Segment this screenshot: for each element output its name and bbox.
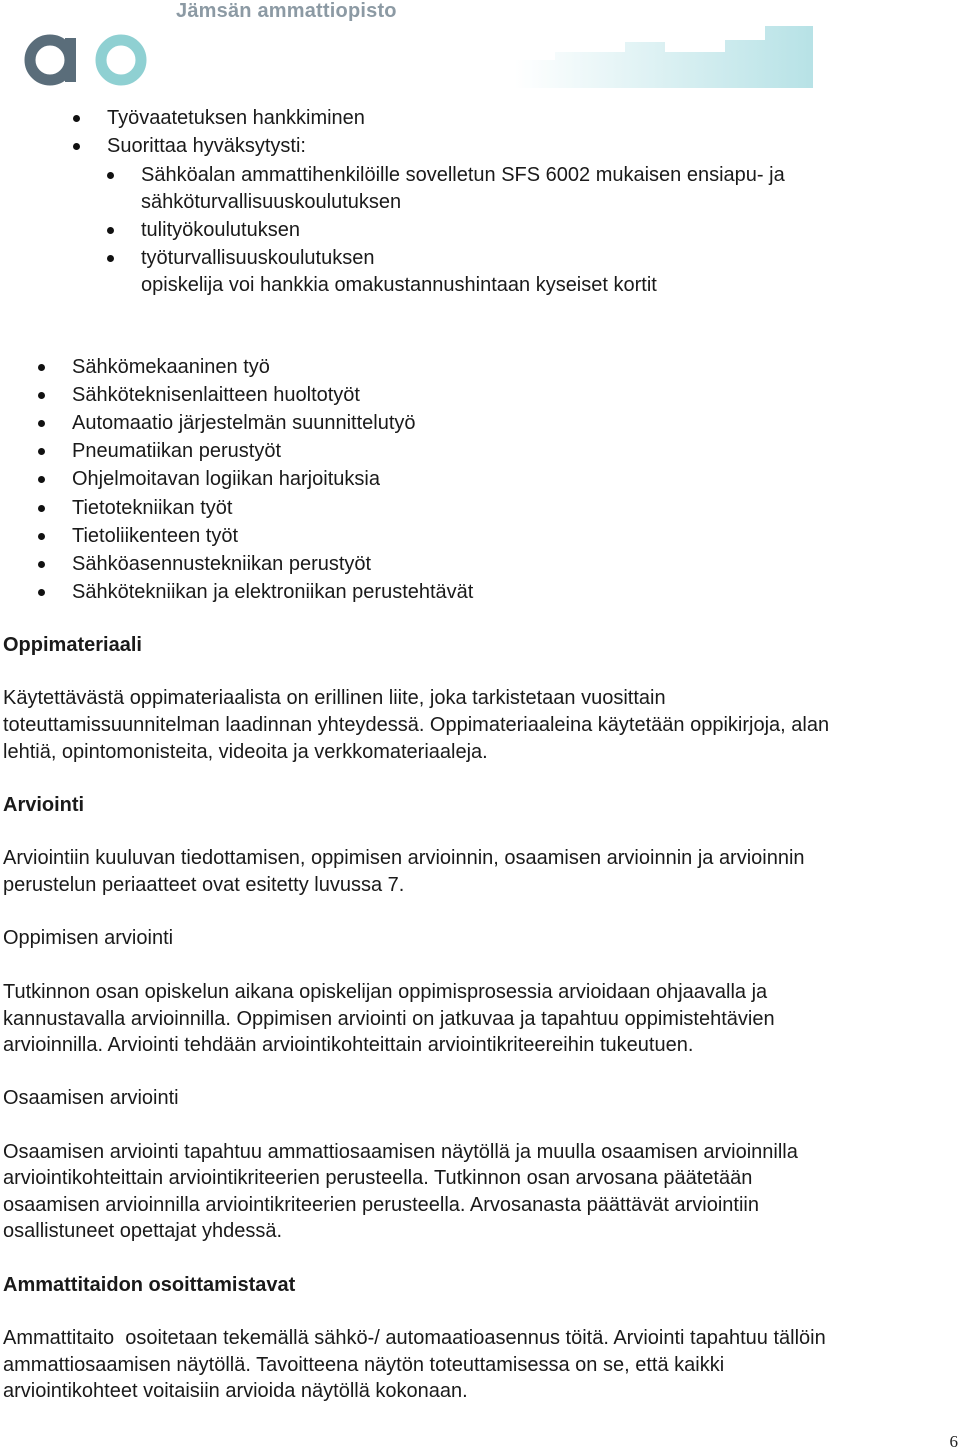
subsection-heading-oppimisen-arviointi: Oppimisen arviointi xyxy=(3,927,174,949)
subsection-heading-osaamisen-arviointi: Osaamisen arviointi xyxy=(3,1087,179,1109)
sub-list-item: Sähköalan ammattihenkilöille sovelletun SFS 6002 mukaisen ensiapu- ja xyxy=(141,162,785,189)
sub-list-item: tulityökoulutuksen xyxy=(141,217,300,244)
section-heading-arviointi: Arviointi xyxy=(3,794,85,816)
paragraph-line: arviointikohteet voitaisiin arvioida näytöllä kokonaan. xyxy=(3,1380,468,1402)
paragraph-line: kannustavalla arvioinnilla. Oppimisen arviointi on jatkuvaa ja tapahtuu oppimistehtävien xyxy=(3,1008,775,1030)
sub-list-item-continuation: sähköturvallisuuskoulutuksen xyxy=(141,191,402,213)
paragraph-line: osallistuneet opettajat yhdessä. xyxy=(3,1220,283,1242)
list-item: Sähkötekniikan ja elektroniikan perustehtävät xyxy=(72,579,473,606)
paragraph-line: arvioinnilla. Arviointi tehdään arviointikohteittain arviointikriteereihin tukeutuen. xyxy=(3,1034,694,1056)
paragraph-line: Arviointiin kuuluvan tiedottamisen, oppimisen arvioinnin, osaamisen arvioinnin ja arvioinnin xyxy=(3,847,805,869)
page-number: 6 xyxy=(949,1432,958,1451)
list-item: Suorittaa hyväksytysti: xyxy=(107,133,306,160)
paragraph-line: Käytettävästä oppimateriaalista on erillinen liite, joka tarkistetaan vuosittain xyxy=(3,687,666,709)
logo-letter-o xyxy=(101,40,141,80)
paragraph-line: osaamisen arvioinnilla arviointikriteerien perusteella. Arvosanasta päättävät arviointiin xyxy=(3,1194,759,1216)
paragraph-line: ammattiosaamisen näytöllä. Tavoitteena näytön toteuttamisessa on se, että kaikki xyxy=(3,1354,725,1376)
paragraph-line: arviointikohteittain arviointikriteerien perusteella. Tutkinnon osan arvosana päätetään xyxy=(3,1167,753,1189)
paragraph-line: Osaamisen arviointi tapahtuu ammattiosaamisen näytöllä ja muulla osaamisen arvioinnilla xyxy=(3,1141,798,1163)
stairs-graphic xyxy=(515,22,815,92)
logo-letter-a xyxy=(30,38,76,82)
list-item: Tietoliikenteen työt xyxy=(72,523,238,550)
org-name: Jämsän ammattiopisto xyxy=(176,0,397,22)
section-heading-oppimateriaali: Oppimateriaali xyxy=(3,634,142,656)
list-item: Ohjelmoitavan logiikan harjoituksia xyxy=(72,466,380,493)
list-item: Tietotekniikan työt xyxy=(72,495,232,522)
sub-list-note: opiskelija voi hankkia omakustannushintaan kyseiset kortit xyxy=(141,274,657,296)
paragraph-line: Tutkinnon osan opiskelun aikana opiskelijan oppimisprosessia arvioidaan ohjaavalla ja xyxy=(3,981,768,1003)
list-item: Työvaatetuksen hankkiminen xyxy=(107,105,365,132)
list-item: Sähkömekaaninen työ xyxy=(72,354,270,381)
paragraph-line: perustelun periaatteet ovat esitetty luvussa 7. xyxy=(3,874,405,896)
sub-list-item: työturvallisuuskoulutuksen xyxy=(141,245,374,272)
page-header xyxy=(0,0,960,100)
list-item: Sähköteknisenlaitteen huoltotyöt xyxy=(72,382,360,409)
ao-logo xyxy=(24,18,154,90)
list-item: Automaatio järjestelmän suunnittelutyö xyxy=(72,410,416,437)
section-heading-ammattitaidon: Ammattitaidon osoittamistavat xyxy=(3,1274,296,1296)
list-item: Sähköasennustekniikan perustyöt xyxy=(72,551,371,578)
paragraph-line: lehtiä, opintomonisteita, videoita ja verkkomateriaaleja. xyxy=(3,741,488,763)
paragraph-line: Ammattitaito osoitetaan tekemällä sähkö-/ automaatioasennus töitä. Arviointi tapahtuu tällöin xyxy=(3,1327,826,1349)
list-item: Pneumatiikan perustyöt xyxy=(72,438,281,465)
paragraph-line: toteuttamissuunnitelman laadinnan yhteydessä. Oppimateriaaleina käytetään oppikirjoja, alan xyxy=(3,714,830,736)
